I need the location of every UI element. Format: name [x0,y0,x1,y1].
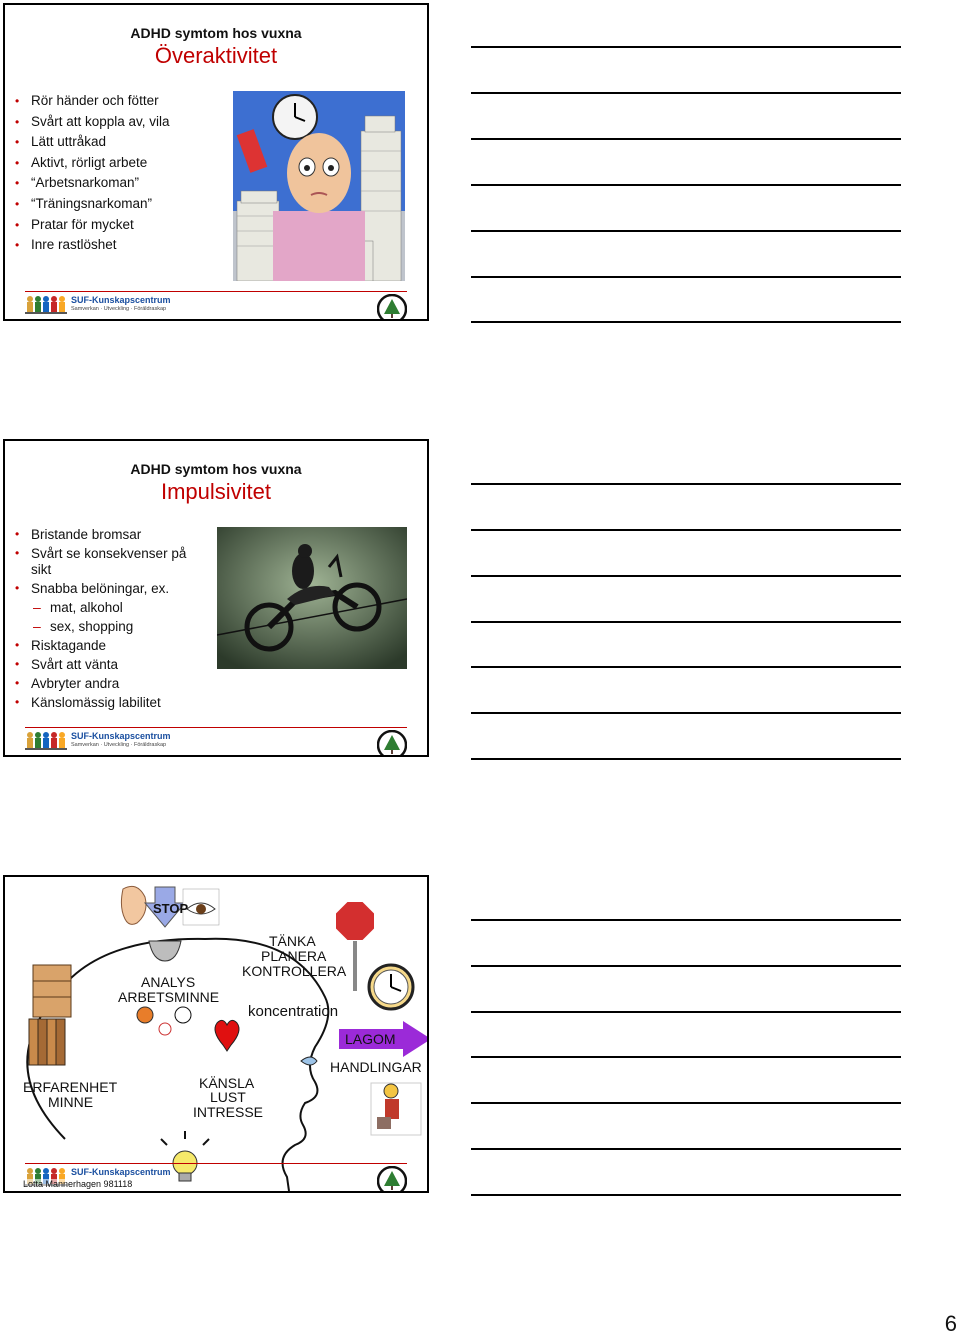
bullet-item: • Känslomässig labilitet [31,693,201,712]
sub-bullet-item: – sex, shopping [31,617,201,636]
tree-emblem-icon [377,294,407,321]
tree-emblem-icon [377,730,407,757]
note-line [471,1148,901,1150]
note-line [471,758,901,760]
stop-sign-label: STOP [153,901,189,916]
slide-impulsivitet [3,439,429,757]
slide-overaktivitet [3,3,429,321]
slide-brain-diagram [3,875,429,1193]
logo-name: SUF-Kunskapscentrum [71,731,171,741]
note-line [471,575,901,577]
motorcycle-tightrope-photo [217,527,407,669]
slide-title: Överaktivitet [154,43,278,68]
bullet-item: • “Arbetsnarkoman” [31,173,170,194]
label-erfarenhet: ERFARENHET [23,1079,118,1095]
footer-rule [25,291,407,292]
slide-title: Impulsivitet [160,479,272,504]
page-number: 6 [944,1311,957,1336]
note-line [471,1056,901,1058]
bullet-item: • Snabba belöningar, ex. [31,579,201,598]
note-line [471,276,901,278]
label-lagom: LAGOM [345,1031,396,1047]
note-line [471,621,901,623]
note-line [471,529,901,531]
note-line [471,666,901,668]
label-analys: ANALYS [141,974,196,990]
label-handlingar: HANDLINGAR [330,1059,422,1075]
note-line [471,1102,901,1104]
label-koncentration: koncentration [248,1003,339,1020]
label-lust: LUST [210,1089,246,1105]
bullet-item: • Bristande bromsar [31,525,201,544]
author-credit: Lotta Mannerhagen 981118 [23,1179,133,1189]
logo-name: SUF-Kunskapscentrum [71,295,171,305]
footer-rule [25,1163,407,1164]
note-line [471,712,901,714]
logo-tagline: Samverkan · Utveckling · Föräldraskap [71,742,167,748]
bullet-item: • Svårt se konsekvenser på sikt [31,544,201,579]
bullet-item: • Risktagande [31,636,201,655]
bullet-item: • Inre rastlöshet [31,235,170,256]
note-line [471,1011,901,1013]
note-line [471,230,901,232]
bullet-item: • Svårt att koppla av, vila [31,112,170,133]
bullet-item: • Avbryter andra [31,674,201,693]
logo-name: SUF-Kunskapscentrum [71,1167,171,1177]
slide-subtitle: ADHD symtom hos vuxna [130,461,302,477]
bullet-item: • Lätt uttråkad [31,132,170,153]
logo-tagline: Samverkan · Utveckling · Föräldraskap [71,306,167,312]
bullet-item: • “Träningsnarkoman” [31,194,170,215]
bullet-list [31,525,201,712]
tree-emblem-icon [377,1166,407,1193]
note-line [471,92,901,94]
sub-bullet-item: – mat, alkohol [31,598,201,617]
label-arbetsminne: ARBETSMINNE [118,989,220,1005]
bullet-item: • Svårt att vänta [31,655,201,674]
note-line [471,483,901,485]
note-line [471,184,901,186]
note-line [471,138,901,140]
note-line [471,919,901,921]
label-intresse: INTRESSE [193,1104,264,1120]
bullet-item: • Rör händer och fötter [31,91,170,112]
footer-rule [25,727,407,728]
label-kansla: KÄNSLA [199,1075,255,1091]
bullet-item: • Aktivt, rörligt arbete [31,153,170,174]
slide-subtitle: ADHD symtom hos vuxna [130,25,302,41]
stressed-man-photo [233,91,405,281]
bullet-list [31,91,170,256]
bullet-item: • Pratar för mycket [31,215,170,236]
note-line [471,321,901,323]
label-planera: PLANERA [261,948,327,964]
label-kontrollera: KONTROLLERA [242,963,347,979]
note-line [471,46,901,48]
label-minne: MINNE [48,1094,94,1110]
label-tanka: TÄNKA [269,933,316,949]
note-line [471,965,901,967]
note-line [471,1194,901,1196]
